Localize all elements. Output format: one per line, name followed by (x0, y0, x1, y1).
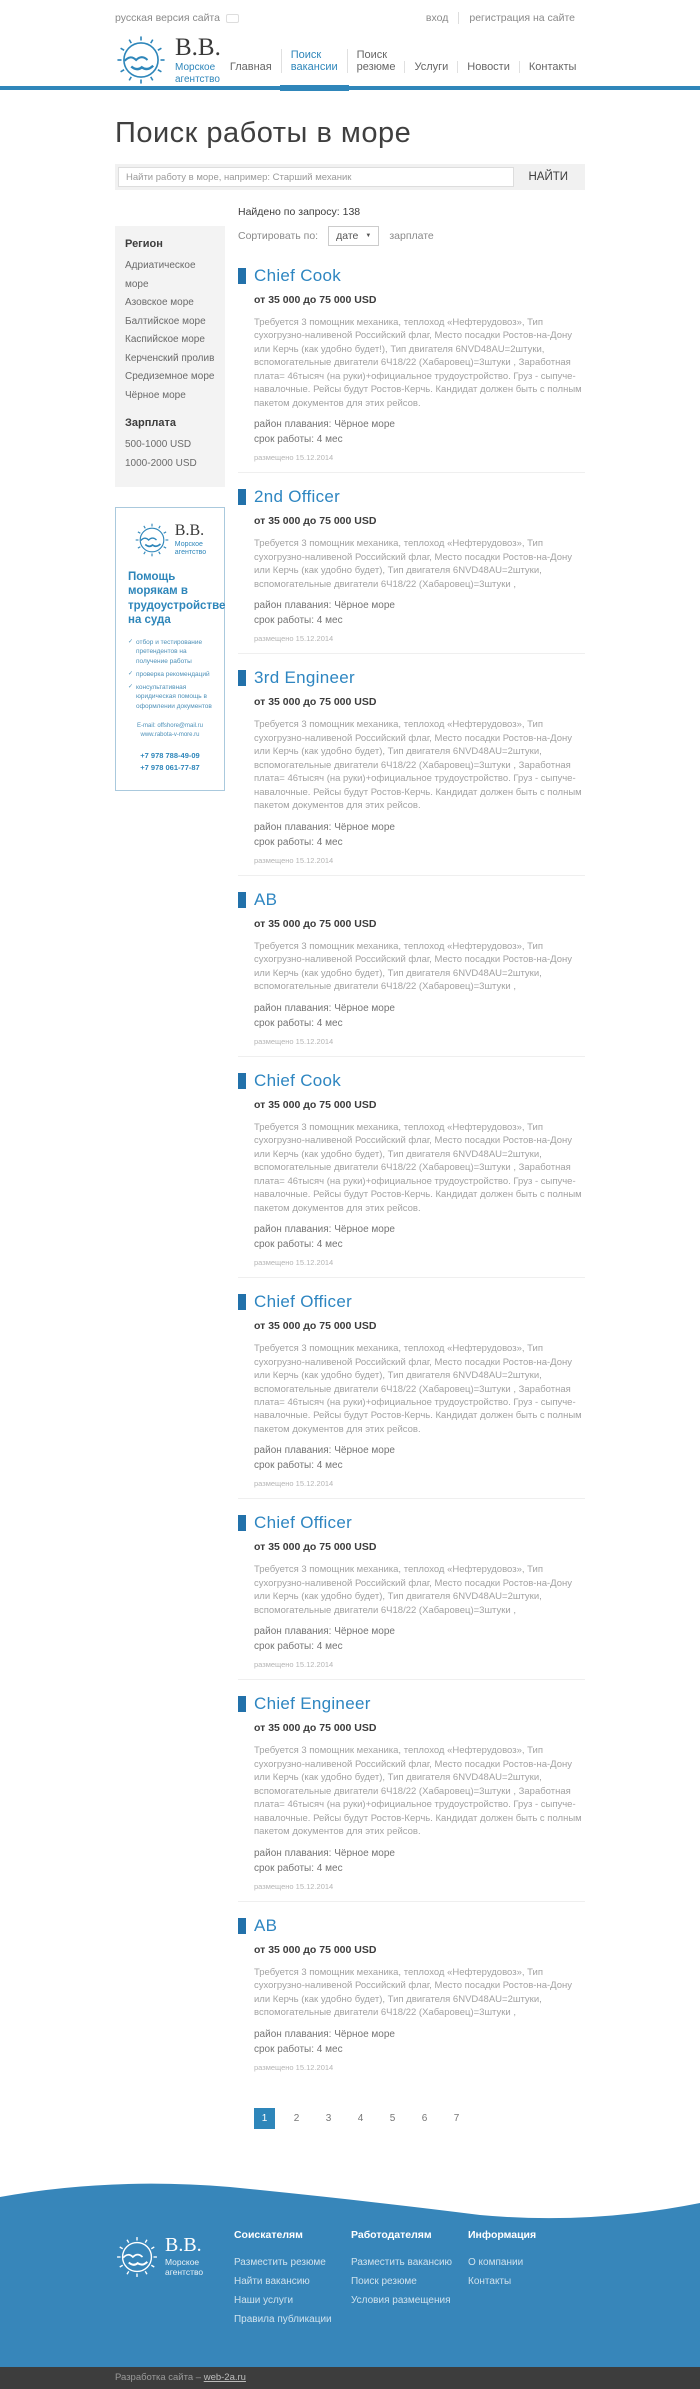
job-region: район плавания: Чёрное море (254, 1626, 395, 1638)
header-divider (0, 86, 700, 90)
job-term: срок работы: 4 мес (254, 1239, 343, 1251)
job-salary: от 35 000 до 75 000 USD (254, 917, 377, 930)
region-filter-link[interactable]: Средиземное море (125, 371, 215, 382)
job-posted-date: размещено 15.12.2014 (254, 1881, 334, 1891)
footer-link[interactable]: Поиск резюме (350, 2275, 417, 2287)
logo[interactable] (115, 34, 221, 86)
job-region: район плавания: Чёрное море (254, 1445, 395, 1457)
job-results (238, 226, 585, 2129)
filter-region-title: Регион (125, 238, 163, 250)
job-salary: от 35 000 до 75 000 USD (254, 1320, 377, 1333)
job-description: Требуется 3 помощник механика, теплоход «Нефтерудовоз», Тип сухогрузно-наливеной Российский флаг, Место посадки Ростов-на-Дону или Керчь (как удобно будет), Тип двигателя 6NVD48AU=2штуки, вспомогательные двигатели 6Ч18/22 (Хабаровец)=3штуки , Заработная плата= 46тысяч (на руки)+официальное трудоустройство. Груз - сыпуче-навалочные. Рейсы будут Ростов-Керчь. Кандидат должен быть с полным пакетом документов для этих рейсов. (254, 1121, 582, 1214)
job-description: Требуется 3 помощник механика, теплоход «Нефтерудовоз», Тип сухогрузно-наливеной Российский флаг, Место посадки Ростов-на-Дону или Керчь (как удобно будет), Тип двигателя 6NVD48AU=2штуки, вспомогательные двигатели 6Ч18/22 (Хабаровец)=3штуки , Заработная плата= 46тысяч (на руки)+официальное трудоустройство. Груз - сыпуче-навалочные. Рейсы будут Ростов-Керчь. Кандидат должен быть с полным пакетом документов для этих рейсов. (254, 1745, 582, 1838)
job-marker-icon (238, 268, 246, 284)
footer-wave-shape (0, 2175, 700, 2227)
ad-bullet-list (124, 638, 216, 712)
footer-links (468, 2253, 585, 2291)
nav-item-home[interactable]: Главная (229, 61, 272, 73)
job-listing (238, 473, 585, 654)
footer-link[interactable]: Наши услуги (233, 2294, 294, 2306)
region-filter-link[interactable]: Азовское море (125, 297, 194, 308)
job-posted-date: размещено 15.12.2014 (254, 634, 334, 644)
search-bar (115, 164, 585, 190)
brand-name: В.В. (174, 521, 205, 539)
russian-flag-icon[interactable] (226, 14, 239, 23)
results-count: Найдено по запросу: 138 (238, 206, 361, 218)
job-term: срок работы: 4 мес (254, 434, 343, 446)
job-posted-date: размещено 15.12.2014 (254, 1479, 334, 1489)
brand-sub2: агентство (165, 2266, 204, 2277)
job-description: Требуется 3 помощник механика, теплоход «Нефтерудовоз», Тип сухогрузно-наливеной Российский флаг, Место посадки Ростов-на-Дону или Керчь (как удобно будет), Тип двигателя 6NVD48AU=2штуки, вспомогательные двигатели 6Ч18/22 (Хабаровец)=3штуки , Заработная плата= 46тысяч (на руки)+официальное трудоустройство. Груз - сыпуче-навалочные. Рейсы будут Ростов-Керчь. Кандидат должен быть с полным пакетом документов для этих рейсов. (254, 1343, 582, 1435)
ad-banner[interactable] (115, 507, 225, 791)
ad-phone-1: +7 978 788-49-09 (140, 750, 200, 760)
footer-link[interactable]: Разместить вакансию (350, 2256, 453, 2268)
footer-link[interactable]: Условия размещения (350, 2294, 451, 2306)
job-salary: от 35 000 до 75 000 USD (254, 1722, 377, 1735)
ad-heading: Помощь морякам в трудоустройстве на суда (128, 571, 226, 627)
brand-sub1: Морское (174, 540, 203, 548)
job-salary: от 35 000 до 75 000 USD (254, 1541, 377, 1554)
salary-filter-list (125, 436, 215, 473)
region-filter-link[interactable]: Керченский пролив (125, 352, 215, 364)
job-marker-icon (238, 1073, 246, 1089)
footer-col-info (468, 2229, 585, 2329)
site-header (115, 30, 585, 86)
job-salary: от 35 000 до 75 000 USD (254, 1943, 377, 1956)
credit-text: Разработка сайта – (115, 2372, 204, 2384)
region-filter-link[interactable]: Каспийское море (125, 334, 205, 345)
sort-selected-value: дате (336, 230, 359, 242)
job-description: Требуется 3 помощник механика, теплоход «Нефтерудовоз», Тип сухогрузно-наливеной Российский флаг, Место посадки Ростов-на-Дону или Керчь (как удобно будет), Тип двигателя 6NVD48AU=2штуки, вспомогательные двигатели 6Ч18/22 (Хабаровец)=3штуки , Заработная плата= 46тысяч (на руки)+официальное трудоустройство. Груз - сыпуче-навалочные. Рейсы будут Ростов-Керчь. Кандидат должен быть с полным пакетом документов для этих рейсов. (254, 719, 582, 812)
job-region: район плавания: Чёрное море (254, 821, 395, 833)
credit-bar (0, 2367, 700, 2389)
job-list (238, 252, 585, 2082)
job-term: срок работы: 4 мес (254, 1460, 343, 1472)
ad-phone-2: +7 978 061-77-87 (140, 762, 200, 772)
job-title-link[interactable]: AB (254, 1915, 278, 1935)
job-listing (238, 876, 585, 1057)
topbar (115, 0, 585, 30)
footer-col-title: Информация (468, 2228, 537, 2241)
job-description: Требуется 3 помощник механика, теплоход «Нефтерудовоз», Тип сухогрузно-наливеной Российский флаг, Место посадки Ростов-на-Дону или Керчь (как удобно будет), Тип двигателя 6NVD48AU=2штуки, вспомогательные двигатели 6Ч18/22 (Хабаровец)=3штуки , (254, 538, 572, 590)
job-listing (238, 1278, 585, 1499)
job-posted-date: размещено 15.12.2014 (254, 453, 334, 463)
job-listing (238, 252, 585, 473)
job-description: Требуется 3 помощник механика, теплоход «Нефтерудовоз», Тип сухогрузно-наливеной Российский флаг, Место посадки Ростов-на-Дону или Керчь (как удобно будет), Тип двигателя 6NVD48AU=2штуки, вспомогательные двигатели 6Ч18/22 (Хабаровец)=3штуки , (254, 1966, 572, 2019)
footer-links (351, 2253, 468, 2310)
job-region: район плавания: Чёрное море (254, 1847, 395, 1859)
main-nav (221, 49, 586, 86)
footer-col-title: Работодателям (350, 2228, 432, 2241)
job-title-link[interactable]: 2nd Officer (254, 487, 341, 507)
ad-logo (124, 522, 216, 558)
job-term: срок работы: 4 мес (254, 836, 343, 848)
sort-by-salary-link[interactable]: зарплате (389, 230, 434, 242)
job-title-link[interactable]: Chief Cook (254, 266, 342, 285)
footer-logo[interactable] (115, 2229, 234, 2329)
footer-link[interactable]: Правила публикации (233, 2313, 332, 2325)
pagination (254, 2108, 585, 2129)
job-posted-date: размещено 15.12.2014 (254, 855, 334, 865)
sun-sea-logo-icon (115, 34, 167, 86)
nav-item-services[interactable]: Услуги (404, 61, 457, 73)
sun-sea-logo-icon (115, 2235, 159, 2279)
footer-col-title: Соискателям (233, 2228, 303, 2241)
brand-name: В.В. (165, 2233, 202, 2256)
salary-filter-link[interactable]: 500-1000 USD (125, 439, 192, 450)
login-link[interactable]: вход (425, 12, 449, 24)
job-term: срок работы: 4 мес (254, 2043, 343, 2055)
region-filter-link[interactable]: Адриатическое море (125, 260, 196, 290)
ad-bullet: ✓ проверка рекомендаций (128, 670, 212, 680)
ad-bullet: ✓ консультативная юридическая помощь в оформлении документов (128, 683, 212, 712)
region-filter-list (125, 257, 215, 405)
brand-sub1: Морское (175, 62, 216, 73)
job-title-link[interactable]: Chief Officer (254, 1292, 353, 1312)
nav-item-contacts[interactable]: Контакты (519, 61, 586, 73)
nav-item-news[interactable]: Новости (457, 61, 519, 73)
job-marker-icon (238, 489, 246, 505)
chevron-down-icon: ▼ (365, 233, 372, 239)
page-button-5[interactable]: 5 (389, 2112, 396, 2124)
job-title-link[interactable]: AB (254, 889, 278, 909)
site-footer (0, 2175, 700, 2389)
page-button-7[interactable]: 7 (453, 2112, 460, 2124)
job-region: район плавания: Чёрное море (254, 1224, 395, 1236)
brand-sub2: агентство (175, 73, 220, 85)
footer-link[interactable]: Разместить резюме (233, 2256, 326, 2268)
sun-sea-logo-icon (134, 522, 170, 558)
page-button-1[interactable]: 1 (254, 2108, 275, 2129)
job-region: район плавания: Чёрное море (254, 600, 395, 612)
search-input[interactable] (118, 167, 514, 187)
job-listing (238, 1680, 585, 1901)
job-salary: от 35 000 до 75 000 USD (254, 1098, 377, 1111)
job-marker-icon (238, 1515, 246, 1531)
job-marker-icon (238, 670, 246, 686)
job-marker-icon (238, 1294, 246, 1310)
footer-col-employers (351, 2229, 468, 2329)
job-region: район плавания: Чёрное море (254, 419, 395, 431)
ad-site: www.rabota-v-more.ru (140, 731, 200, 738)
job-title-link[interactable]: 3rd Engineer (254, 668, 355, 688)
filter-salary-title: Зарплата (125, 417, 176, 429)
brand-sub1: Морское (165, 2256, 200, 2267)
job-region: район плавания: Чёрное море (254, 1002, 395, 1014)
sort-by-date-dropdown[interactable] (328, 226, 379, 246)
job-region: район плавания: Чёрное море (254, 2028, 395, 2040)
page-button-2[interactable]: 2 (293, 2112, 300, 2124)
job-salary: от 35 000 до 75 000 USD (254, 294, 377, 306)
job-listing (238, 1057, 585, 1278)
job-marker-icon (238, 892, 246, 908)
ad-bullet: ✓ отбор и тестирование претендентов на получение работы (128, 638, 212, 667)
footer-col-seekers (234, 2229, 351, 2329)
page-button-4[interactable]: 4 (357, 2112, 364, 2124)
job-term: срок работы: 4 мес (254, 1641, 343, 1653)
page-title: Поиск работы в море (115, 117, 412, 149)
register-link[interactable]: регистрация на сайте (458, 12, 585, 24)
brand-sub2: агентство (174, 549, 207, 556)
salary-filter-link[interactable]: 1000-2000 USD (125, 457, 197, 469)
sidebar (115, 226, 225, 791)
brand-name: В.В. (175, 34, 221, 61)
job-posted-date: размещено 15.12.2014 (254, 1036, 334, 1046)
job-listing (238, 654, 585, 875)
job-salary: от 35 000 до 75 000 USD (254, 515, 377, 528)
job-listing (238, 1902, 585, 2082)
job-term: срок работы: 4 мес (254, 615, 343, 627)
nav-item-job-search[interactable]: Поиск вакансии (281, 49, 347, 73)
job-marker-icon (238, 1696, 246, 1712)
job-term: срок работы: 4 мес (254, 1017, 343, 1029)
search-button[interactable]: НАЙТИ (514, 171, 582, 183)
footer-link[interactable]: Найти вакансию (233, 2275, 310, 2287)
footer-link[interactable]: О компании (468, 2256, 524, 2268)
nav-item-resume-search[interactable]: Поиск резюме (347, 49, 405, 73)
footer-link[interactable]: Контакты (468, 2275, 512, 2287)
job-description: Требуется 3 помощник механика, теплоход «Нефтерудовоз», Тип сухогрузно-наливеной Российский флаг, Место посадки Ростов-на-Дону или Керчь (как удобно будет), Тип двигателя 6NVD48AU=2штуки, вспомогательные двигатели 6Ч18/22 (Хабаровец)=3штуки , (254, 1564, 572, 1616)
job-title-link[interactable]: Chief Cook (254, 1070, 342, 1090)
job-title-link[interactable]: Chief Engineer (254, 1694, 371, 1714)
page-button-6[interactable]: 6 (421, 2112, 428, 2124)
footer-links (234, 2253, 351, 2329)
region-filter-link[interactable]: Балтийское море (125, 315, 206, 327)
job-title-link[interactable]: Chief Officer (254, 1513, 353, 1533)
job-listing (238, 1499, 585, 1680)
page-button-3[interactable]: 3 (325, 2112, 332, 2124)
job-salary: от 35 000 до 75 000 USD (254, 696, 377, 709)
job-posted-date: размещено 15.12.2014 (254, 1258, 334, 1268)
language-label: русская версия сайта (115, 12, 220, 24)
job-description: Требуется 3 помощник механика, теплоход «Нефтерудовоз», Тип сухогрузно-наливеной Российский флаг, Место посадки Ростов-на-Дону или Керчь (как удобно будет), Тип двигателя 6NVD48AU=2штуки, вспомогательные двигатели 6Ч18/22 (Хабаровец)=3штуки , (254, 940, 572, 993)
job-posted-date: размещено 15.12.2014 (254, 2062, 334, 2072)
ad-email: E-mail: offshore@mail.ru (137, 722, 203, 729)
job-posted-date: размещено 15.12.2014 (254, 1660, 334, 1670)
job-term: срок работы: 4 мес (254, 1862, 343, 1874)
region-filter-link[interactable]: Чёрное море (125, 389, 186, 401)
sort-controls (238, 226, 585, 246)
job-description: Требуется 3 помощник механика, теплоход «Нефтерудовоз», Тип сухогрузно-наливеной Российский флаг, Место посадки Ростов-на-Дону или Керчь (как удобно будет!), Тип двигателя 6NVD48AU=2штуки, вспомогательные двигатели 6Ч18/22 (Хабаровец)=3штуки , Заработная плата= 46тысяч (на руки)+официальное трудоустройство. Груз - сыпуче-навалочные. Рейсы будут Ростов-Керчь. Кандидат должен быть с полным пакетом документов для этих рейсов. (254, 317, 582, 409)
job-marker-icon (238, 1918, 246, 1934)
sort-label: Сортировать по: (238, 230, 319, 242)
credit-link[interactable]: web-2a.ru (203, 2372, 246, 2384)
